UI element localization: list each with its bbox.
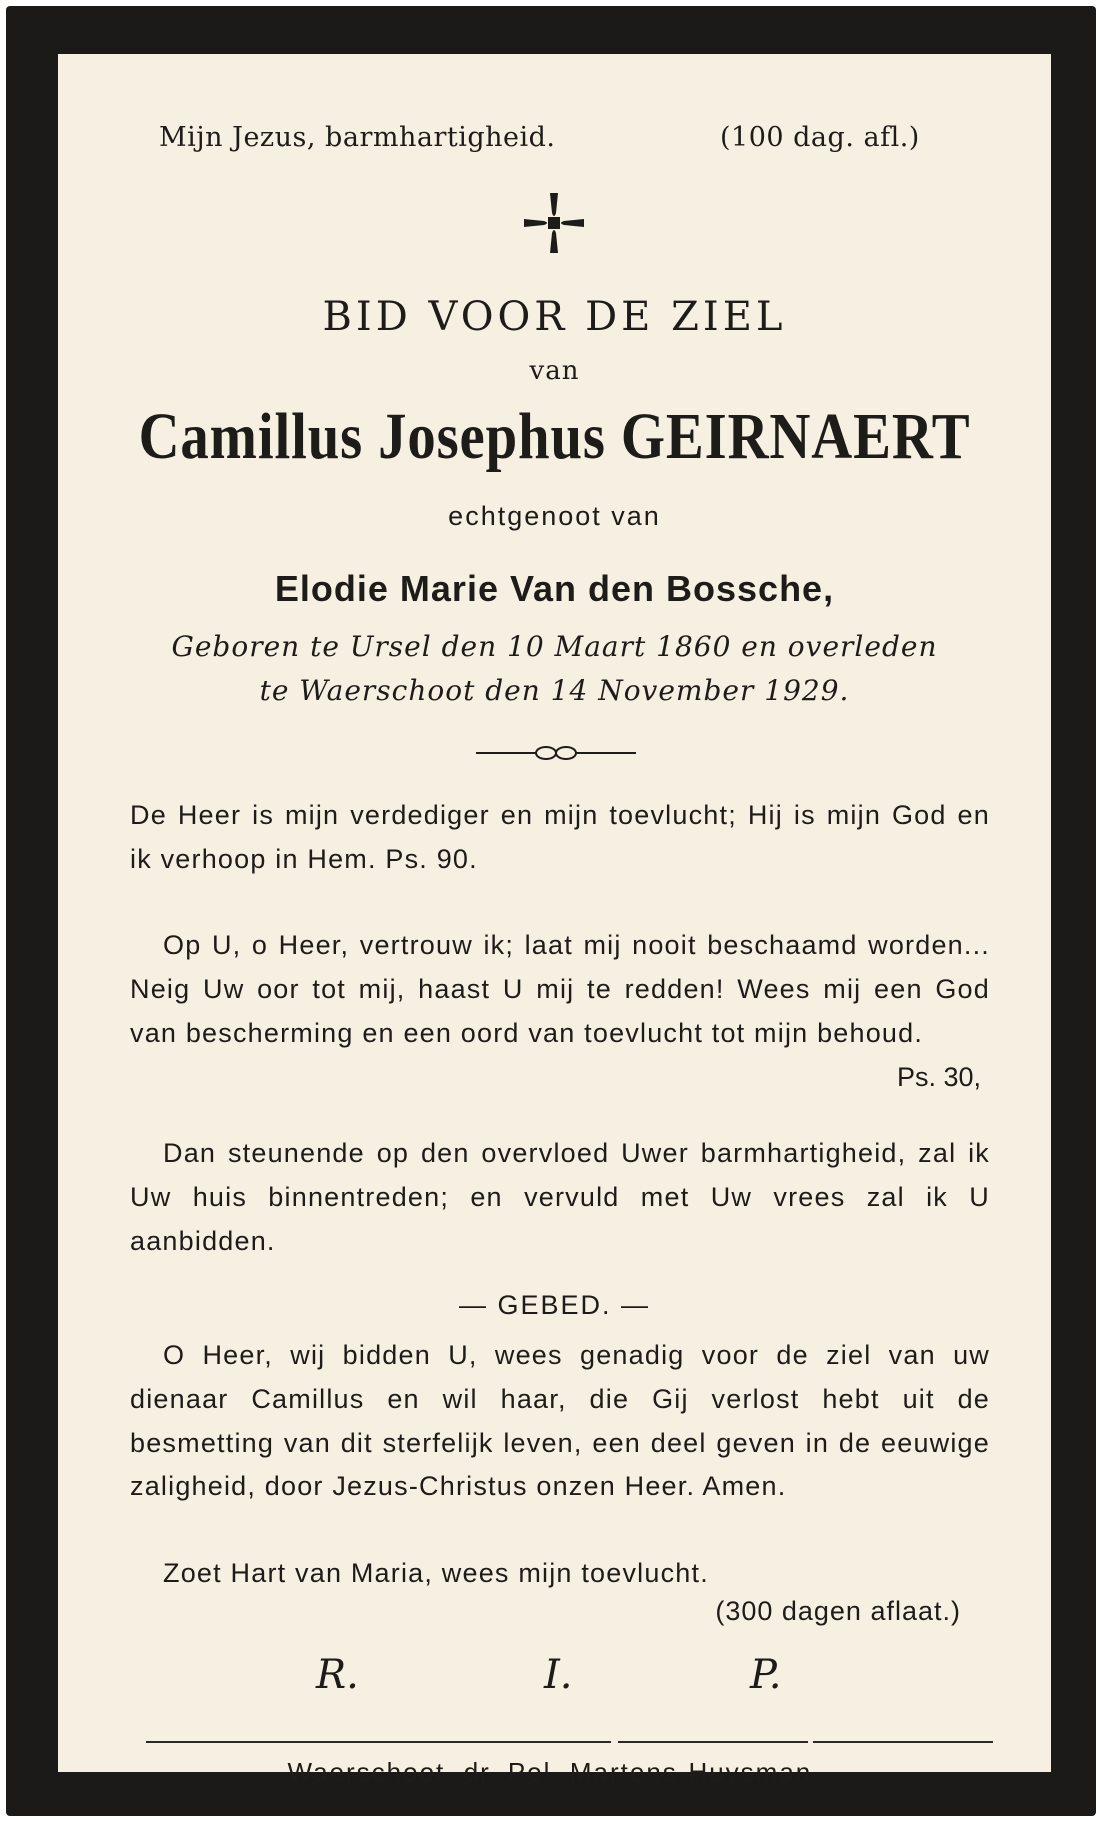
psalm-reference: Ps. 30, <box>896 1062 981 1092</box>
gebed-heading: — GEBED. — <box>458 1290 651 1320</box>
divider-line <box>146 1741 611 1743</box>
rip-r: R. <box>316 1652 359 1698</box>
death-line: te Waerschoot den 14 November 1929. <box>259 674 850 707</box>
closing-indulgence: (300 dagen aflaat.) <box>715 1596 961 1626</box>
spouse-name: Elodie Marie Van den Bossche, <box>274 568 835 609</box>
header-indulgence: (100 dag. afl.) <box>720 122 920 153</box>
rip-i: I. <box>544 1652 573 1698</box>
header-prayer: Mijn Jezus, barmhartigheid. <box>159 122 556 153</box>
spouse-label: echtgenoot van <box>448 501 661 531</box>
divider-line <box>813 1741 993 1743</box>
rip-p: P. <box>750 1652 782 1698</box>
closing-prayer: Zoet Hart van Maria, wees mijn toevlucht. <box>163 1558 709 1588</box>
psalm-paragraph-1: De Heer is mijn verdediger en mijn toevlucht; Hij is mijn God en ik verhoop in Hem. Ps. 90. <box>130 800 990 874</box>
page-title: BID VOOR DE ZIEL <box>322 294 787 340</box>
cross-icon <box>522 191 586 255</box>
memorial-card <box>58 54 1051 1787</box>
divider-line <box>618 1741 808 1743</box>
psalm-paragraph-3: Dan steunende op den overvloed Uwer barmhartigheid, zal ik Uw huis binnentreden; en vervuld met Uw vrees zal ik U aanbidden. <box>130 1138 990 1256</box>
gebed-text: O Heer, wij bidden U, wees genadig voor de ziel van uw dienaar Camillus en wil haar, die Gij verlost hebt uit de besmetting van dit sterfelijk leven, een deel geven in de eeuwige zaligheid, door Jezus-Christus onzen Heer. Amen. <box>130 1340 990 1502</box>
memorial-card-border <box>6 6 1096 1816</box>
van-label: van <box>529 356 580 386</box>
deceased-name: Camillus Josephus GEIRNAERT <box>138 400 971 473</box>
birth-line: Geboren te Ursel den 10 Maart 1860 en overleden <box>171 630 938 663</box>
psalm-paragraph-2: Op U, o Heer, vertrouw ik; laat mij nooit beschaamd worden... Neig Uw oor tot mij, haast U mij te redden! Wees mij een God van bescherming en een oord van toevlucht tot mijn behoud. <box>130 930 990 1048</box>
ornament-divider-icon <box>476 740 636 766</box>
printer-credit: Waerschoot, dr. Pol. Martens-Huysman. <box>287 1757 822 1787</box>
